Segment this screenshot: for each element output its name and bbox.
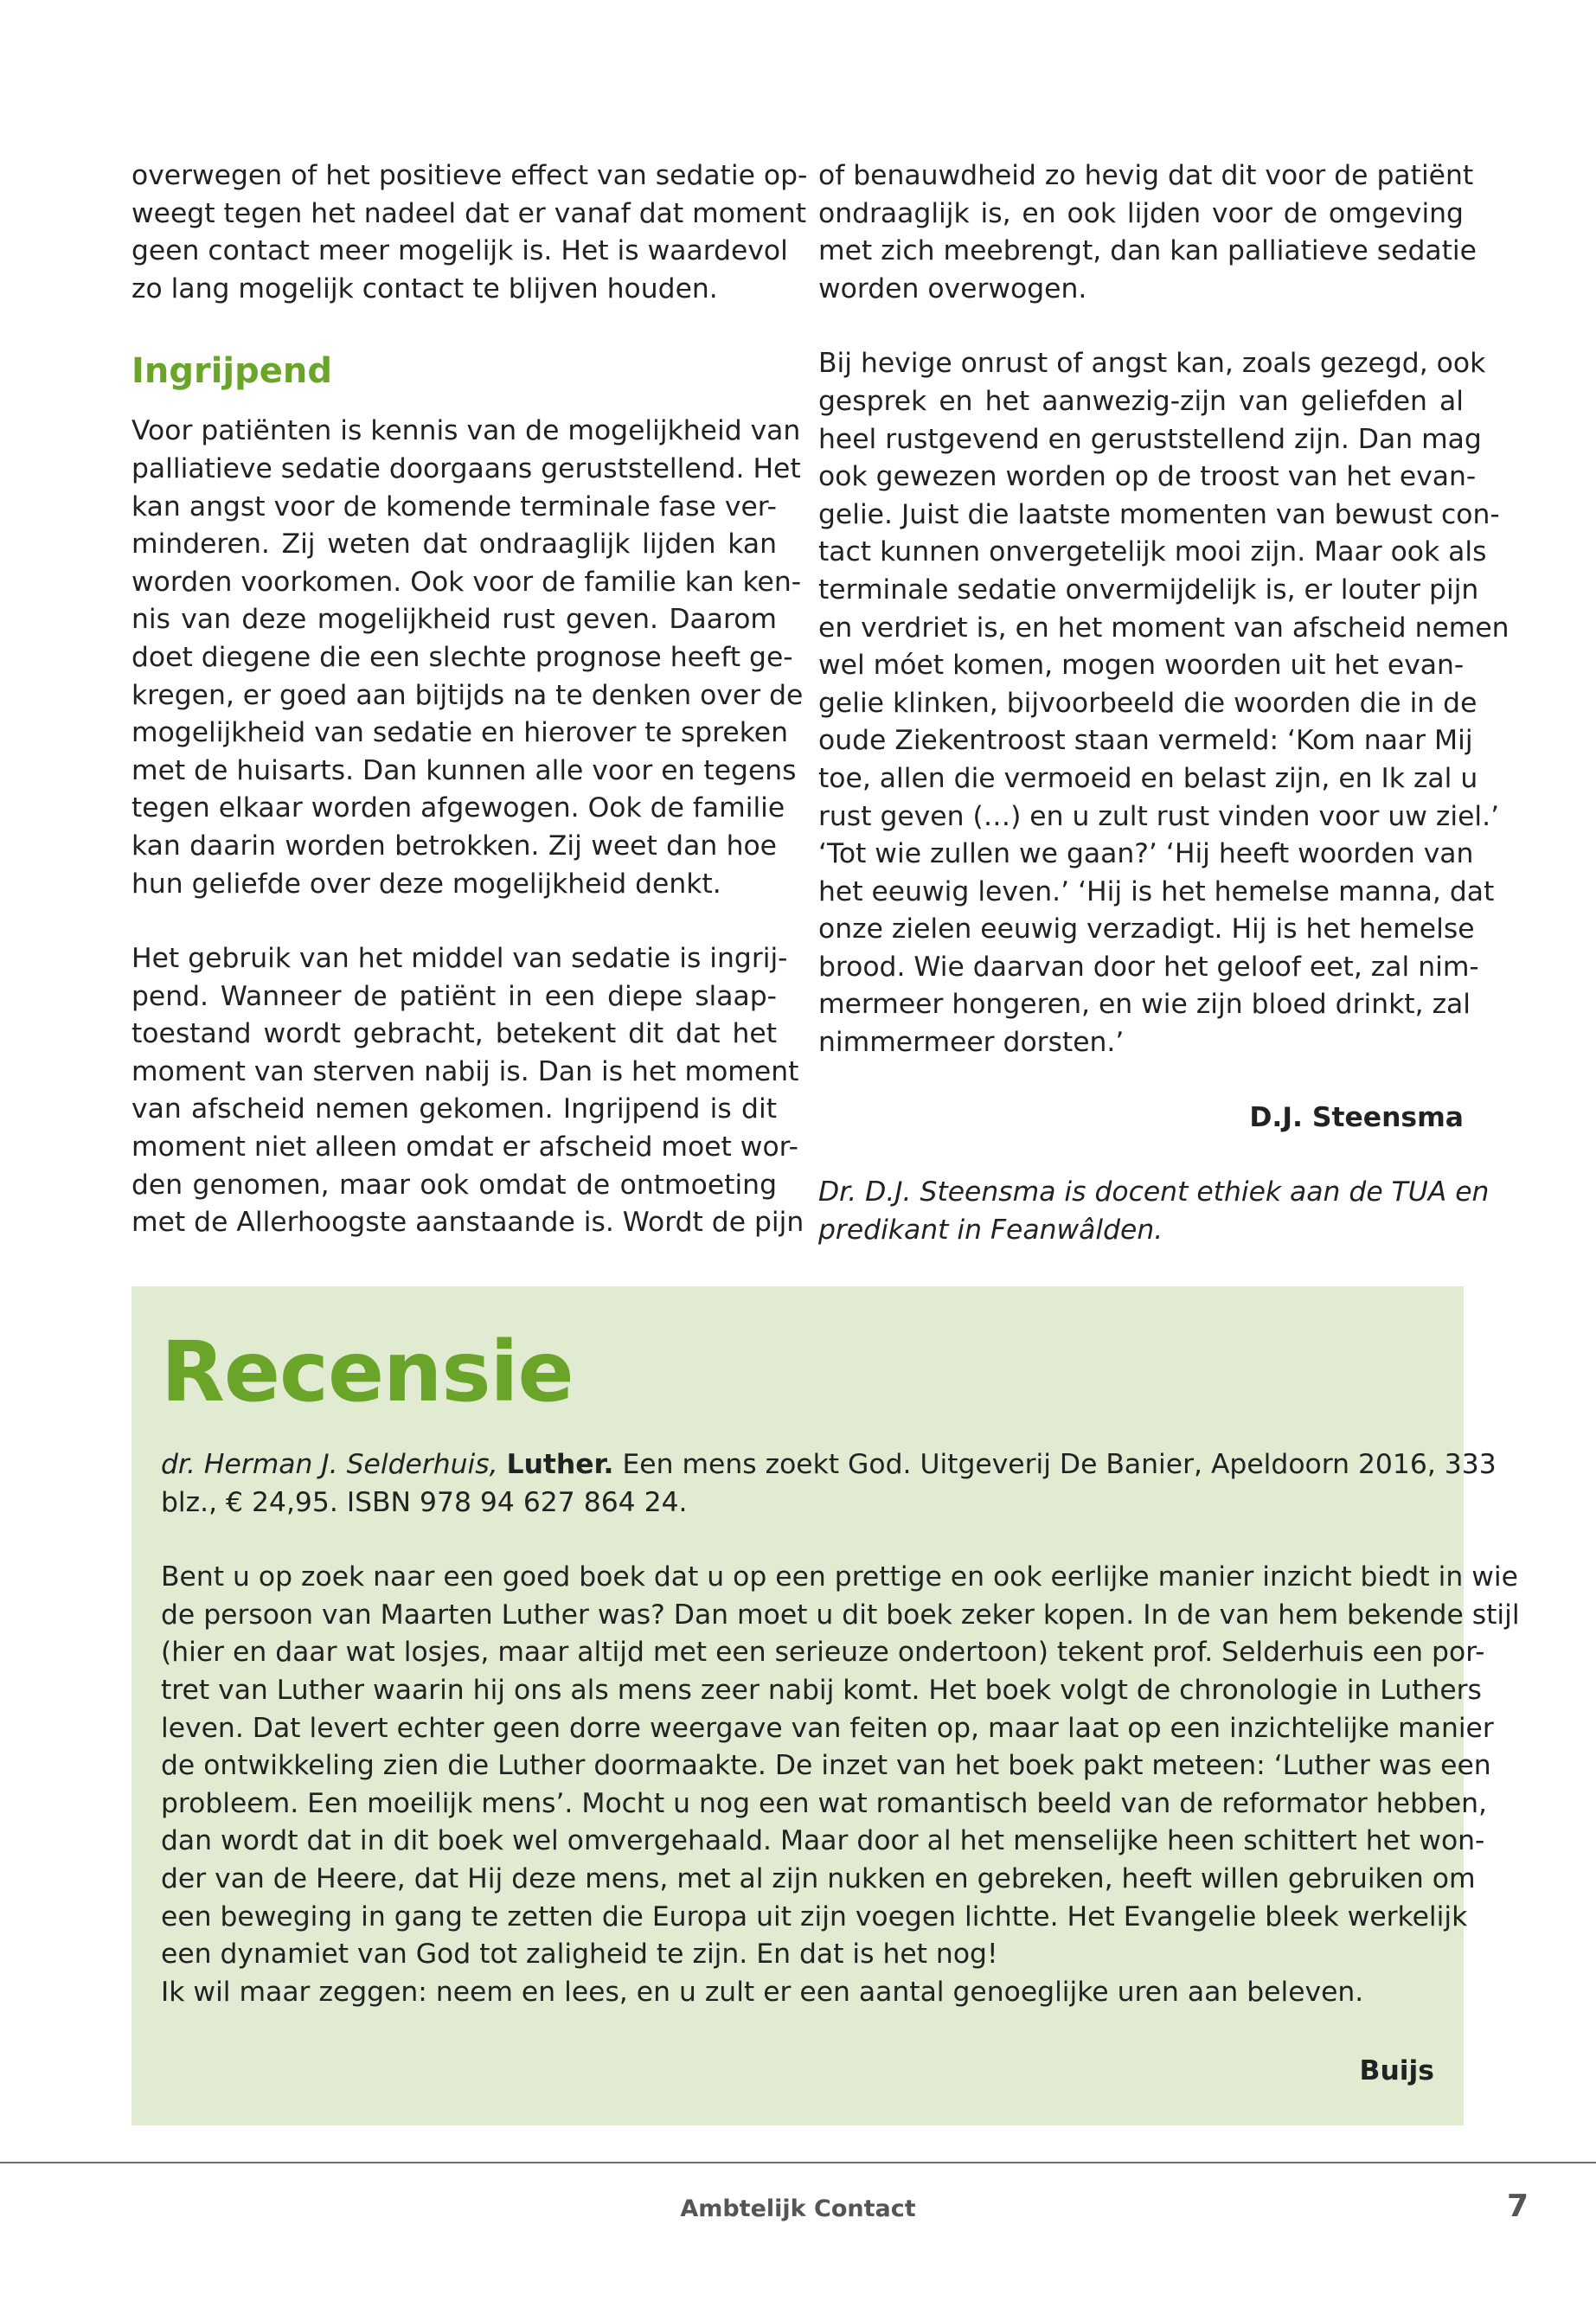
text-line: gesprek en het aanwezig-zijn van geliefden al bbox=[818, 385, 1464, 417]
text-line: een dynamiet van God tot zaligheid te zijn. En dat is het nog! bbox=[161, 1939, 998, 1971]
text-line: het eeuwig leven.’ ‘Hij is het hemelse manna, dat bbox=[818, 875, 1495, 907]
right-paragraph-2 bbox=[818, 345, 1509, 1061]
right-paragraph-1 bbox=[818, 157, 1477, 308]
text-line: leven. Dat levert echter geen dorre weergave van feiten op, maar laat op een inzichtelijke manier bbox=[161, 1712, 1494, 1744]
text-line: moment van sterven nabij is. Dan is het moment bbox=[131, 1055, 799, 1087]
text-line: Bent u op zoek naar een goed boek dat u op een prettige en ook eerlijke manier inzicht biedt in wie bbox=[161, 1561, 1518, 1593]
text-line: Bij hevige onrust of angst kan, zoals gezegd, ook bbox=[818, 348, 1486, 380]
text-line: Het gebruik van het middel van sedatie is ingrij- bbox=[131, 943, 788, 975]
text-line: zo lang mogelijk contact te blijven houden. bbox=[131, 272, 718, 304]
page-number: 7 bbox=[1506, 2189, 1529, 2224]
text-line: met zich meebrengt, dan kan palliatieve sedatie bbox=[818, 235, 1477, 267]
text-line: terminale sedatie onvermijdelijk is, er louter pijn bbox=[818, 574, 1479, 606]
text-line: met de huisarts. Dan kunnen alle voor en tegens bbox=[131, 754, 797, 786]
text-line: rust geven (…) en u zult rust vinden voor uw ziel.’ bbox=[818, 800, 1500, 832]
article-right-column bbox=[818, 157, 1509, 1249]
review-signature: Buijs bbox=[1359, 2055, 1434, 2086]
text-line: de persoon van Maarten Luther was? Dan moet u dit boek zeker kopen. In de van hem bekende stijl bbox=[161, 1599, 1520, 1631]
text-line: ondraaglijk is, en ook lijden voor de omgeving bbox=[818, 197, 1464, 229]
text-line: worden voorkomen. Ook voor de familie kan ken- bbox=[131, 566, 802, 598]
text-line: brood. Wie daarvan door het geloof eet, zal nim- bbox=[818, 951, 1479, 983]
text-line: toestand wordt gebracht, betekent dit dat het bbox=[131, 1018, 777, 1050]
text-line: dan wordt dat in dit boek wel omvergehaald. Maar door al het menselijke heen schittert het won- bbox=[161, 1825, 1485, 1857]
text-line: ook gewezen worden op de troost van het evan- bbox=[818, 461, 1477, 493]
text-line: kregen, er goed aan bijtijds na te denken over de bbox=[131, 679, 804, 711]
citation-line: blz., € 24,95. ISBN 978 94 627 864 24. bbox=[161, 1486, 688, 1518]
review-title: Recensie bbox=[161, 1324, 574, 1420]
article-left-column bbox=[131, 157, 808, 1242]
text-line: wel móet komen, mogen woorden uit het evan- bbox=[818, 650, 1465, 682]
review-box bbox=[131, 1286, 1520, 2125]
text-line: probleem. Een moeilijk mens’. Mocht u nog een wat romantisch beeld van de reformator hebben, bbox=[161, 1787, 1488, 1819]
text-line: worden overwogen. bbox=[818, 272, 1087, 304]
text-line: doet diegene die een slechte prognose heeft ge- bbox=[131, 641, 793, 673]
text-line: heel rustgevend en geruststellend zijn. Dan mag bbox=[818, 423, 1482, 455]
text-line: kan angst voor de komende terminale fase ver- bbox=[131, 490, 777, 522]
author-note bbox=[818, 1174, 1490, 1249]
text-line: een beweging in gang te zetten die Europa uit zijn voegen lichtte. Het Evangelie bleek werkelijk bbox=[161, 1900, 1468, 1932]
text-line: of benauwdheid zo hevig dat dit voor de patiënt bbox=[818, 160, 1474, 191]
text-line: mogelijkheid van sedatie en hierover te spreken bbox=[131, 717, 789, 749]
left-paragraph-2 bbox=[131, 940, 804, 1242]
text-line: mermeer hongeren, en wie zijn bloed drinkt, zal bbox=[818, 989, 1471, 1021]
citation-line bbox=[161, 1446, 1497, 1484]
text-line: toe, allen die vermoeid en belast zijn, en Ik zal u bbox=[818, 762, 1478, 794]
text-line: tret van Luther waarin hij ons als mens zeer nabij komt. Het boek volgt de chronologie in Luthers bbox=[161, 1674, 1482, 1706]
text-line: predikant in Feanwâlden. bbox=[818, 1214, 1163, 1246]
text-line: en verdriet is, en het moment van afscheid nemen bbox=[818, 612, 1509, 644]
text-line: van afscheid nemen gekomen. Ingrijpend is dit bbox=[131, 1093, 777, 1125]
text-line: hun geliefde over deze mogelijkheid denkt. bbox=[131, 868, 721, 900]
citation-book-title: Luther. bbox=[506, 1449, 614, 1480]
text-line: den genomen, maar ook omdat de ontmoeting bbox=[131, 1169, 777, 1201]
text-line: ‘Tot wie zullen we gaan?’ ‘Hij heeft woorden van bbox=[818, 838, 1474, 870]
text-line: Voor patiënten is kennis van de mogelijkheid van bbox=[131, 415, 801, 447]
text-line: palliatieve sedatie doorgaans geruststellend. Het bbox=[131, 452, 801, 484]
text-line: met de Allerhoogste aanstaande is. Wordt de pijn bbox=[131, 1207, 804, 1239]
citation-details: Een mens zoekt God. Uitgeverij De Banier, Apeldoorn 2016, 333 bbox=[613, 1449, 1497, 1480]
text-line: pend. Wanneer de patiënt in een diepe slaap- bbox=[131, 980, 777, 1012]
text-line: gelie klinken, bijvoorbeeld die woorden die in de bbox=[818, 687, 1477, 719]
text-line: onze zielen eeuwig verzadigt. Hij is het hemelse bbox=[818, 913, 1475, 945]
review-text bbox=[161, 1446, 1520, 2011]
text-line: nis van deze mogelijkheid rust geven. Daarom bbox=[131, 604, 777, 636]
text-line: (hier en daar wat losjes, maar altijd met een serieuze ondertoon) tekent prof. Selderhuis een por- bbox=[161, 1637, 1485, 1669]
text-line: nimmermeer dorsten.’ bbox=[818, 1027, 1125, 1059]
review-citation bbox=[161, 1446, 1497, 1522]
text-line: gelie. Juist die laatste momenten van bewust con- bbox=[818, 498, 1500, 530]
text-line: geen contact meer mogelijk is. Het is waardevol bbox=[131, 235, 788, 267]
text-line: kan daarin worden betrokken. Zij weet dan hoe bbox=[131, 830, 777, 862]
text-line: oude Ziekentroost staan vermeld: ‘Kom naar Mij bbox=[818, 725, 1473, 757]
review-body bbox=[161, 1559, 1520, 2011]
text-line: tact kunnen onvergetelijk mooi zijn. Maar ook als bbox=[818, 536, 1487, 568]
text-line: overwegen of het positieve effect van sedatie op- bbox=[131, 160, 808, 191]
text-line: Ik wil maar zeggen: neem en lees, en u zult er een aantal genoeglijke uren aan beleven. bbox=[161, 1976, 1364, 2008]
citation-author: dr. Herman J. Selderhuis, bbox=[161, 1449, 498, 1480]
text-line: moment niet alleen omdat er afscheid moet wor- bbox=[131, 1131, 798, 1163]
article-author: D.J. Steensma bbox=[1249, 1101, 1464, 1133]
text-line: tegen elkaar worden afgewogen. Ook de familie bbox=[131, 792, 785, 824]
text-line: minderen. Zij weten dat ondraaglijk lijden kan bbox=[131, 529, 777, 561]
left-paragraph-1 bbox=[131, 413, 804, 903]
text-line: de ontwikkeling zien die Luther doormaakte. De inzet van het boek pakt meteen: ‘Luther was een bbox=[161, 1750, 1491, 1782]
left-intro-paragraph bbox=[131, 157, 808, 308]
text-line: der van de Heere, dat Hij deze mens, met al zijn nukken en gebreken, heeft willen gebruiken om bbox=[161, 1862, 1476, 1894]
text-line: weegt tegen het nadeel dat er vanaf dat moment bbox=[131, 197, 807, 229]
footer-divider bbox=[0, 2162, 1596, 2163]
publication-name: Ambtelijk Contact bbox=[680, 2195, 916, 2222]
text-line: Dr. D.J. Steensma is docent ethiek aan de TUA en bbox=[818, 1176, 1490, 1208]
section-heading: Ingrijpend bbox=[131, 351, 333, 392]
